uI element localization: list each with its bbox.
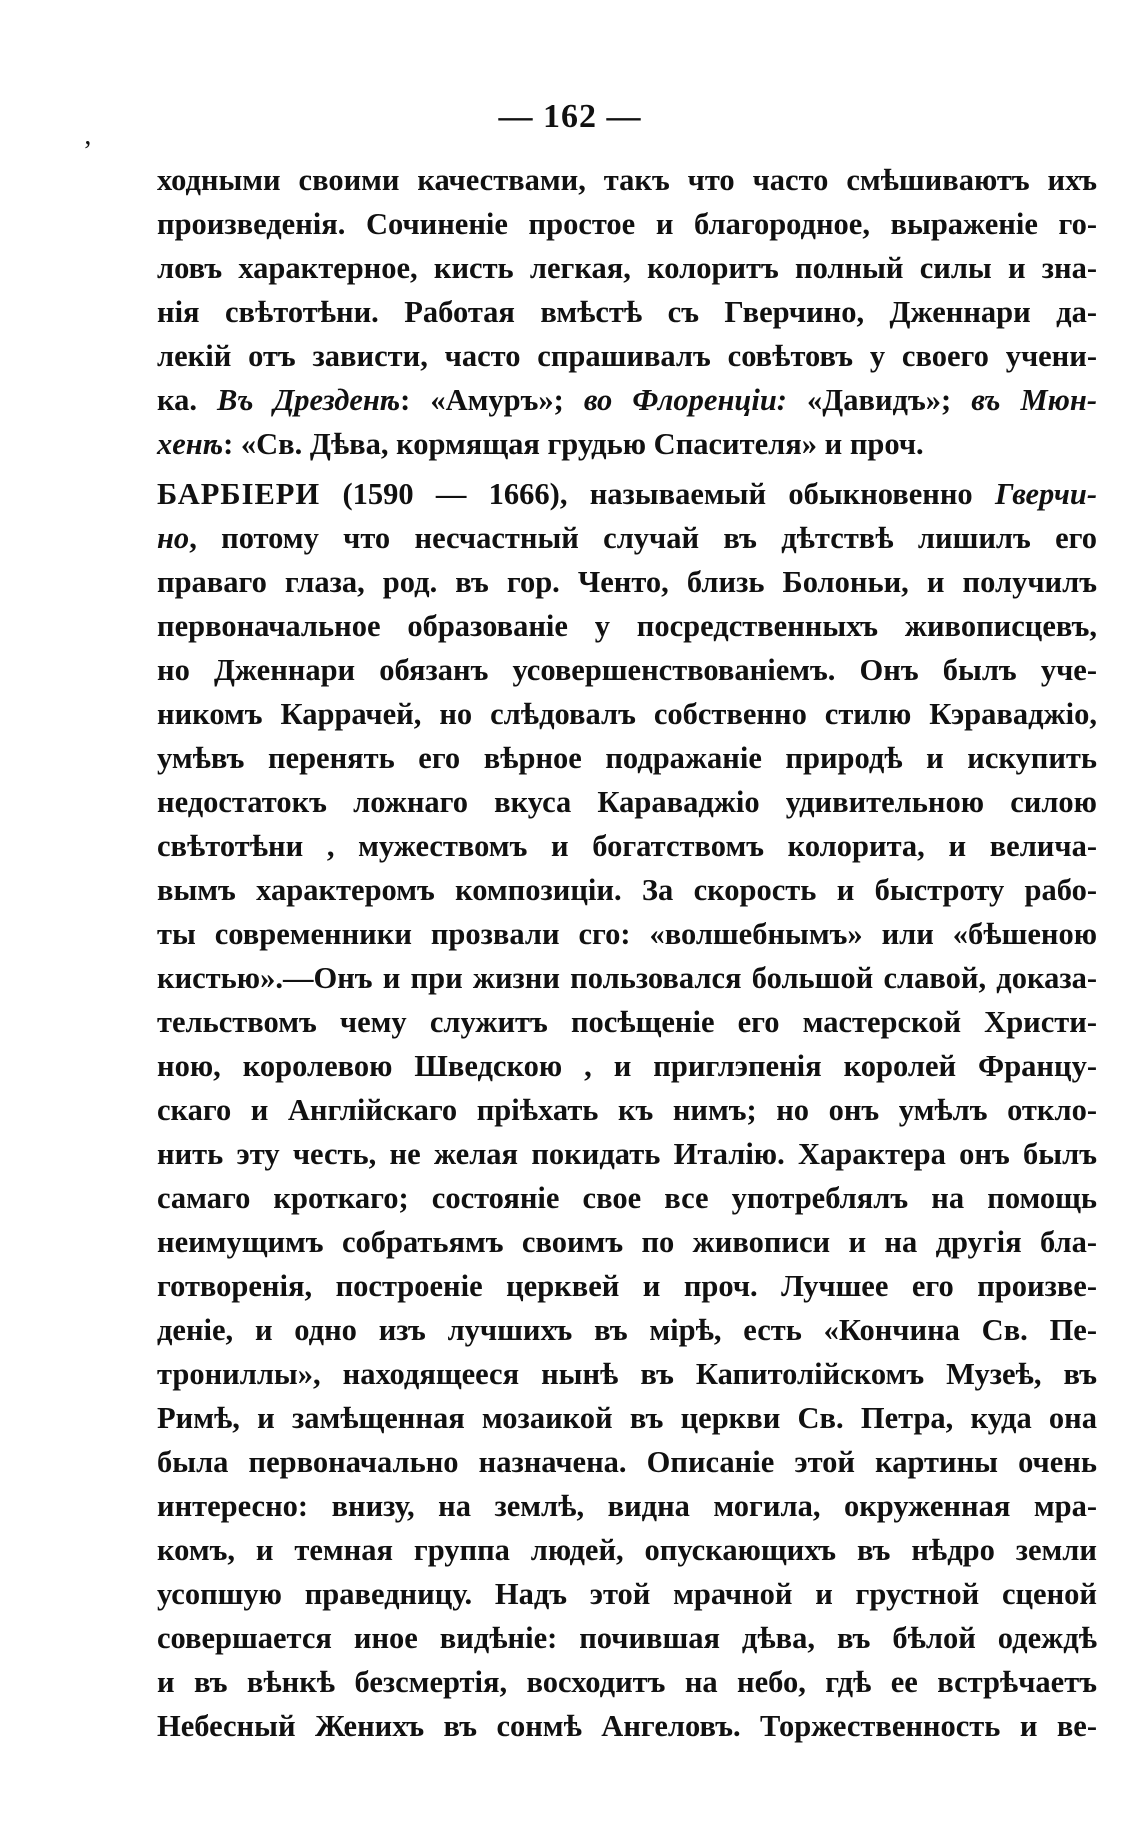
text-segment: комъ, и темная группа людей, опускающихъ въ нѣдро земли (157, 1533, 1097, 1567)
text-segment: никомъ Каррачей, но слѣдовалъ собственно стилю Кэраваджіо, (157, 697, 1097, 731)
text-segment: ходными своими качествами, такъ что часто смѣшиваютъ ихъ (157, 163, 1097, 197)
text-segment: произведенія. Сочиненіе простое и благородное, выраженіе го- (157, 207, 1097, 241)
text-line (157, 648, 1097, 692)
text-line (157, 824, 1097, 868)
italic-text: въ Мюн- (971, 383, 1097, 417)
text-segment: ловъ характерное, кисть легкая, колоритъ полный силы и зна- (157, 251, 1097, 285)
body-text (157, 158, 1097, 1748)
text-line (157, 378, 1097, 422)
text-segment: Римѣ, и замѣщенная мозаикой въ церкви Св. Петра, куда она (157, 1401, 1097, 1435)
text-segment: вымъ характеромъ композиціи. За скорость и быстроту рабо- (157, 873, 1097, 907)
text-line (157, 868, 1097, 912)
italic-text: Гверчи- (994, 477, 1097, 511)
text-segment: Небесный Женихъ въ сонмѣ Ангеловъ. Торжественность и ве- (157, 1709, 1097, 1743)
text-line (157, 158, 1097, 202)
text-line (157, 1660, 1097, 1704)
text-line (157, 1044, 1097, 1088)
text-segment: недостатокъ ложнаго вкуса Караваджіо удивительною силою (157, 785, 1097, 819)
italic-text: хенѣ (157, 427, 224, 461)
text-line (157, 1528, 1097, 1572)
entry-heading: БАРБІЕРИ (157, 477, 321, 511)
text-line (157, 1396, 1097, 1440)
text-segment: неимущимъ собратьямъ своимъ по живописи и на другія бла- (157, 1225, 1097, 1259)
text-segment: первоначальное образованіе у посредственныхъ живописцевъ, (157, 609, 1097, 643)
text-segment: тельствомъ чему служитъ посѣщеніе его мастерской Христи- (157, 1005, 1097, 1039)
text-line (157, 246, 1097, 290)
text-segment: «Давидъ»; (786, 383, 972, 417)
italic-text: но (157, 521, 190, 555)
text-line (157, 780, 1097, 824)
text-line (157, 472, 1097, 516)
text-line (157, 1572, 1097, 1616)
text-segment: (1590 — 1666), называемый обыкновенно (320, 477, 995, 511)
text-segment: лекій отъ зависти, часто спрашивалъ совѣтовъ у своего учени- (157, 339, 1097, 373)
text-line (157, 1264, 1097, 1308)
text-segment: нія свѣтотѣни. Работая вмѣстѣ съ Гверчино, Дженнари да- (157, 295, 1097, 329)
text-line (157, 1088, 1097, 1132)
text-line (157, 1176, 1097, 1220)
text-segment: скаго и Англійскаго пріѣхать къ нимъ; но онъ умѣлъ откло- (157, 1093, 1097, 1127)
text-line (157, 422, 1097, 466)
text-segment: нить эту честь, не желая покидать Италію. Характера онъ былъ (157, 1137, 1097, 1171)
text-segment: : «Св. Дѣва, кормящая грудью Спасителя» и проч. (223, 427, 924, 461)
italic-text: во Флоренціи: (583, 383, 787, 417)
text-segment: усопшую праведницу. Надъ этой мрачной и грустной сценой (157, 1577, 1097, 1611)
text-segment: ною, королевою Шведскою , и приглэпенія королей Францу- (157, 1049, 1097, 1083)
text-line (157, 956, 1097, 1000)
text-segment: самаго кроткаго; состояніе свое все употреблялъ на помощь (157, 1181, 1097, 1215)
text-line (157, 692, 1097, 736)
text-line (157, 1704, 1097, 1748)
italic-text: Въ Дрезденѣ (217, 383, 401, 417)
text-line (157, 912, 1097, 956)
text-segment: совершается иное видѣніе: почившая дѣва, въ бѣлой одеждѣ (157, 1621, 1097, 1655)
text-segment: умѣвъ перенять его вѣрное подражаніе природѣ и искупить (157, 741, 1097, 775)
text-line (157, 1616, 1097, 1660)
text-segment: и въ вѣнкѣ безсмертія, восходитъ на небо, гдѣ ее встрѣчаетъ (157, 1665, 1097, 1699)
page-number: — 162 — (498, 98, 642, 135)
text-line (157, 736, 1097, 780)
text-segment: кистью».—Онъ и при жизни пользовался большой славой, доказа- (157, 961, 1097, 995)
text-segment: , потому что несчастный случай въ дѣтствѣ лишилъ его (189, 521, 1097, 555)
text-line (157, 1440, 1097, 1484)
text-line (157, 202, 1097, 246)
text-line (157, 1000, 1097, 1044)
text-line (157, 560, 1097, 604)
text-segment: готворенія, построеніе церквей и проч. Лучшее его произве- (157, 1269, 1097, 1303)
stray-ink-mark: ‚ (83, 120, 93, 151)
text-line (157, 1484, 1097, 1528)
text-segment: свѣтотѣни , мужествомъ и богатствомъ колорита, и величa- (157, 829, 1097, 863)
text-line (157, 1132, 1097, 1176)
text-segment: : «Амуръ»; (400, 383, 584, 417)
text-segment: деніе, и одно изъ лучшихъ въ мірѣ, есть «Кончина Св. Пе- (157, 1313, 1097, 1347)
text-segment: ты современники прозвали сго: «волшебнымъ» или «бѣшеною (157, 917, 1097, 951)
text-segment: ка. (157, 383, 218, 417)
text-line (157, 516, 1097, 560)
text-segment: интересно: внизу, на землѣ, видна могила, окруженная мра- (157, 1489, 1097, 1523)
text-line (157, 290, 1097, 334)
text-segment: но Дженнари обязанъ усовершенствованіемъ. Онъ былъ уче- (157, 653, 1097, 687)
text-line (157, 604, 1097, 648)
text-line (157, 334, 1097, 378)
text-segment: праваго глаза, род. въ гор. Ченто, близь Болоньи, и получилъ (157, 565, 1097, 599)
text-line (157, 1352, 1097, 1396)
text-line (157, 1220, 1097, 1264)
text-line (157, 1308, 1097, 1352)
text-segment: трониллы», находящееся нынѣ въ Капитолійскомъ Музеѣ, въ (157, 1357, 1097, 1391)
text-segment: была первоначально назначена. Описаніе этой картины очень (157, 1445, 1097, 1479)
